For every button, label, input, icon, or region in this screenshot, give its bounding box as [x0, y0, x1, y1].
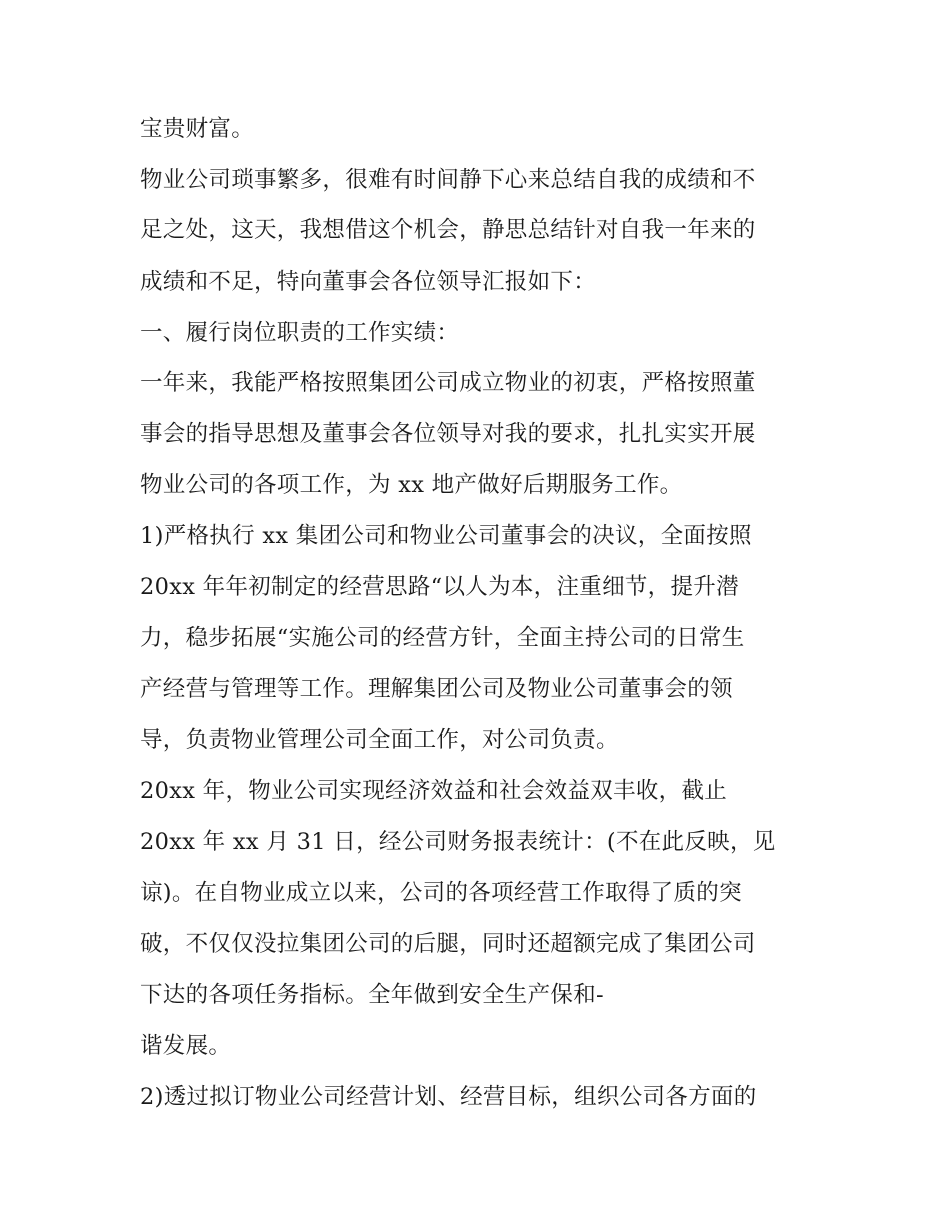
- text-line: 20xx 年年初制定的经营思路“以人为本，注重细节，提升潜: [140, 574, 739, 600]
- text-line: 足之处，这天，我想借这个机会，静思总结针对自我一年来的: [140, 217, 756, 243]
- text-line: 下达的各项任务指标。全年做到安全生产保和-: [140, 982, 604, 1008]
- text-line: 1)严格执行 xx 集团公司和物业公司董事会的决议，全面按照: [140, 523, 752, 549]
- text-line: 力，稳步拓展“实施公司的经营方针，全面主持公司的日常生: [140, 625, 745, 651]
- text-line: 一年来，我能严格按照集团公司成立物业的初衷，严格按照董: [140, 370, 756, 396]
- text-line: 谅)。在自物业成立以来，公司的各项经营工作取得了质的突: [140, 880, 742, 906]
- text-line: 破，不仅仅没拉集团公司的后腿，同时还超额完成了集团公司: [140, 931, 756, 957]
- text-line: 谐发展。: [140, 1033, 232, 1059]
- section-heading: 一、履行岗位职责的工作实绩：: [140, 320, 460, 346]
- text-line: 20xx 年，物业公司实现经济效益和社会效益双丰收，截止: [140, 778, 728, 804]
- text-line: 2)透过拟订物业公司经营计划、经营目标，组织公司各方面的: [140, 1084, 757, 1110]
- text-line: 成绩和不足，特向董事会各位领导汇报如下：: [140, 269, 597, 295]
- text-line: 事会的指导思想及董事会各位领导对我的要求，扎扎实实开展: [140, 421, 756, 447]
- text-line: 产经营与管理等工作。理解集团公司及物业公司董事会的领: [140, 676, 733, 702]
- text-line: 20xx 年 xx 月 31 日，经公司财务报表统计：(不在此反映，见: [140, 829, 776, 855]
- text-line: 宝贵财富。: [140, 116, 255, 142]
- text-line: 物业公司的各项工作，为 xx 地产做好后期服务工作。: [140, 472, 683, 498]
- text-line: 物业公司琐事繁多，很难有时间静下心来总结自我的成绩和不: [140, 167, 756, 193]
- text-line: 导，负责物业管理公司全面工作，对公司负责。: [140, 727, 619, 753]
